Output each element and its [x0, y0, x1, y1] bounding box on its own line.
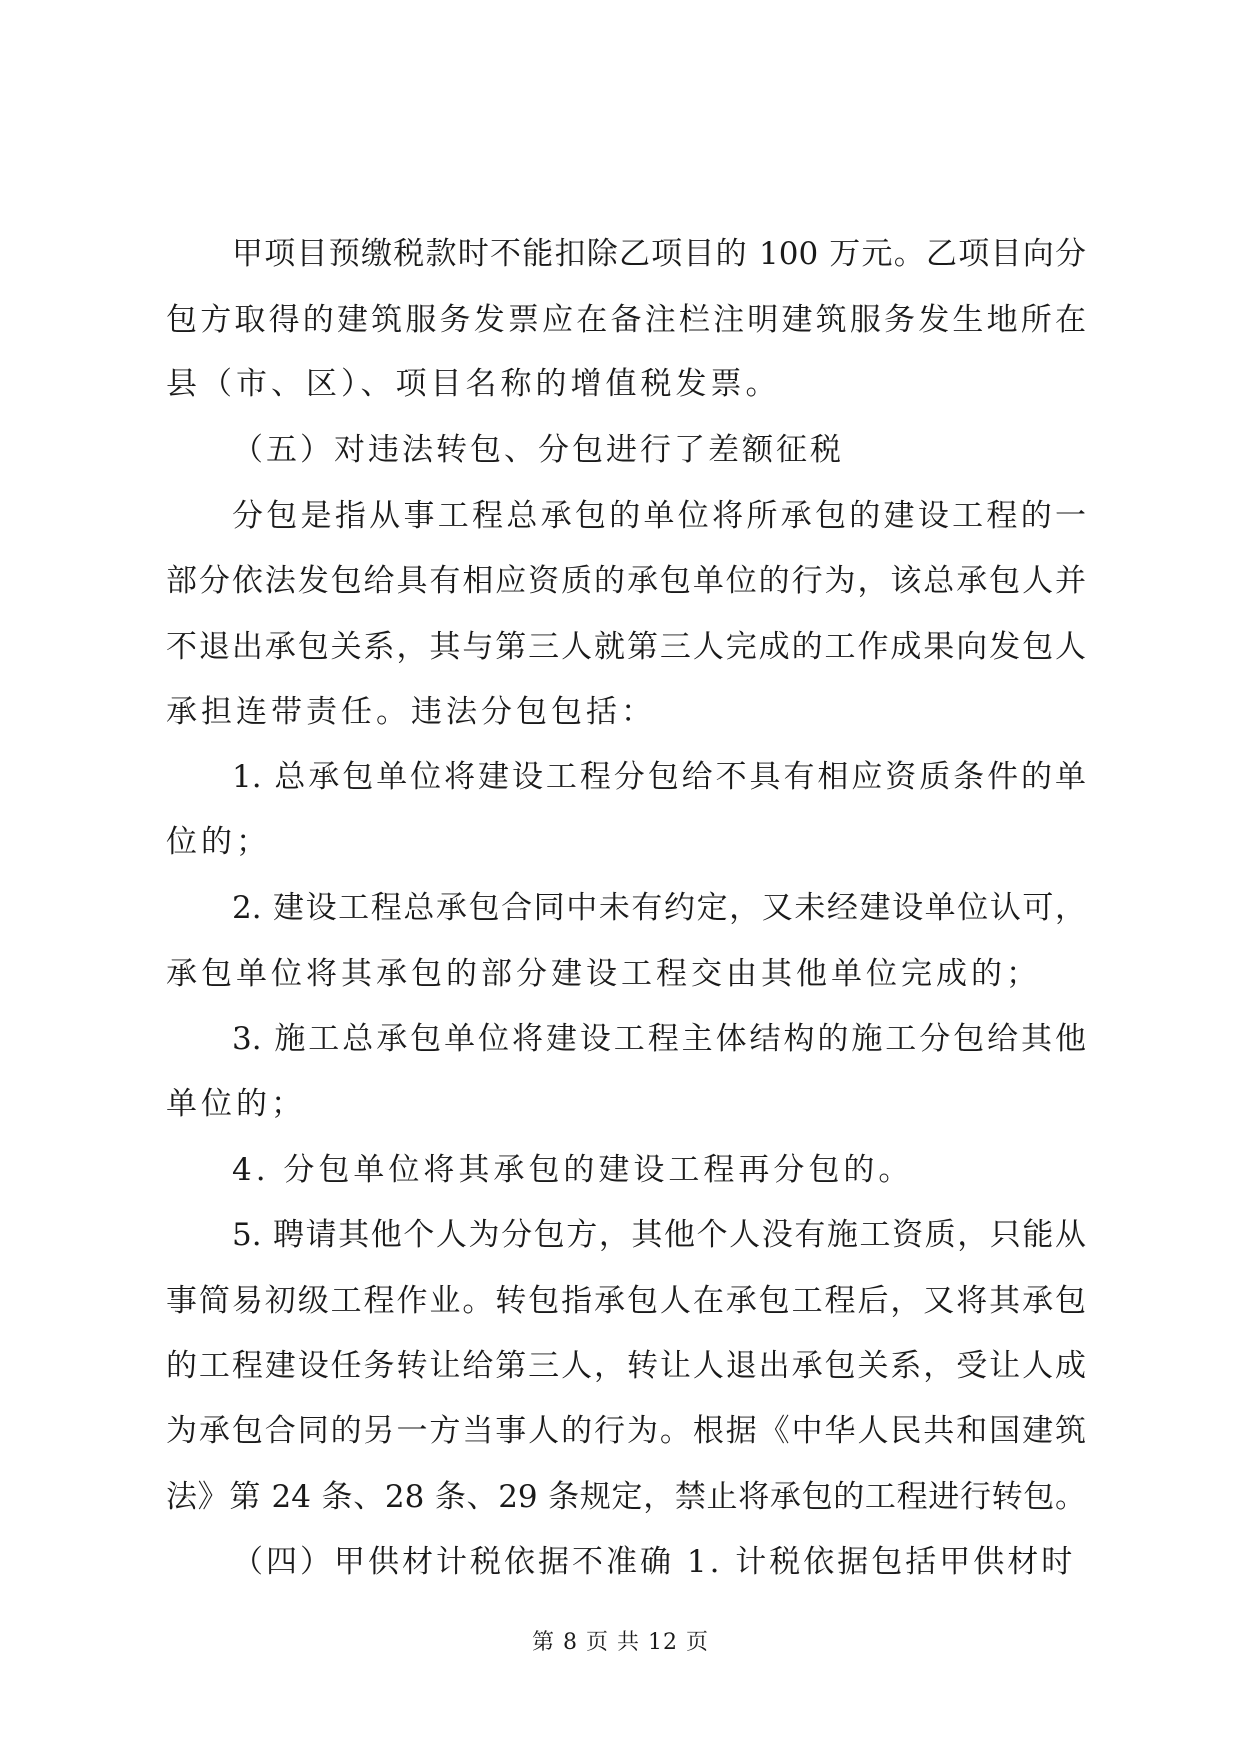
list-item-line: 2. 建设工程总承包合同中未有约定，又未经建设单位认可，: [232, 890, 1086, 926]
paragraph-line: 承担连带责任。违法分包包括：: [166, 694, 656, 730]
list-item-line: 位的；: [166, 824, 271, 860]
paragraph-line: 的工程建设任务转让给第三人，转让人退出承包关系，受让人成: [166, 1348, 1086, 1384]
paragraph-line: 不退出承包关系，其与第三人就第三人完成的工作成果向发包人: [166, 629, 1086, 665]
list-item-line: 4. 分包单位将其承包的建设工程再分包的。: [232, 1152, 914, 1188]
list-item-line: 承包单位将其承包的部分建设工程交由其他单位完成的；: [166, 956, 1041, 992]
list-item-line: 5. 聘请其他个人为分包方，其他个人没有施工资质，只能从: [232, 1217, 1086, 1253]
paragraph-line: 分包是指从事工程总承包的单位将所承包的建设工程的一: [232, 498, 1086, 534]
paragraph-line: 县（市、区）、项目名称的增值税发票。: [166, 366, 781, 402]
page-number-footer: 第 8 页 共 12 页: [532, 1630, 709, 1655]
paragraph-line: 甲项目预缴税款时不能扣除乙项目的 100 万元。乙项目向分: [232, 236, 1086, 272]
list-item-line: 单位的；: [166, 1086, 306, 1122]
list-item-line: 3. 施工总承包单位将建设工程主体结构的施工分包给其他: [232, 1021, 1086, 1057]
paragraph-line: 为承包合同的另一方当事人的行为。根据《中华人民共和国建筑: [166, 1413, 1086, 1449]
paragraph-line: 包方取得的建筑服务发票应在备注栏注明建筑服务发生地所在: [166, 302, 1086, 338]
paragraph-line: 部分依法发包给具有相应资质的承包单位的行为，该总承包人并: [166, 563, 1086, 599]
paragraph-line: 事简易初级工程作业。转包指承包人在承包工程后，又将其承包: [166, 1283, 1086, 1319]
section-heading: （五）对违法转包、分包进行了差额征税: [232, 432, 844, 468]
section-heading: （四）甲供材计税依据不准确 1. 计税依据包括甲供材时: [232, 1544, 1076, 1580]
paragraph-line: 法》第 24 条、28 条、29 条规定，禁止将承包的工程进行转包。: [166, 1479, 1086, 1515]
list-item-line: 1. 总承包单位将建设工程分包给不具有相应资质条件的单: [232, 759, 1086, 795]
